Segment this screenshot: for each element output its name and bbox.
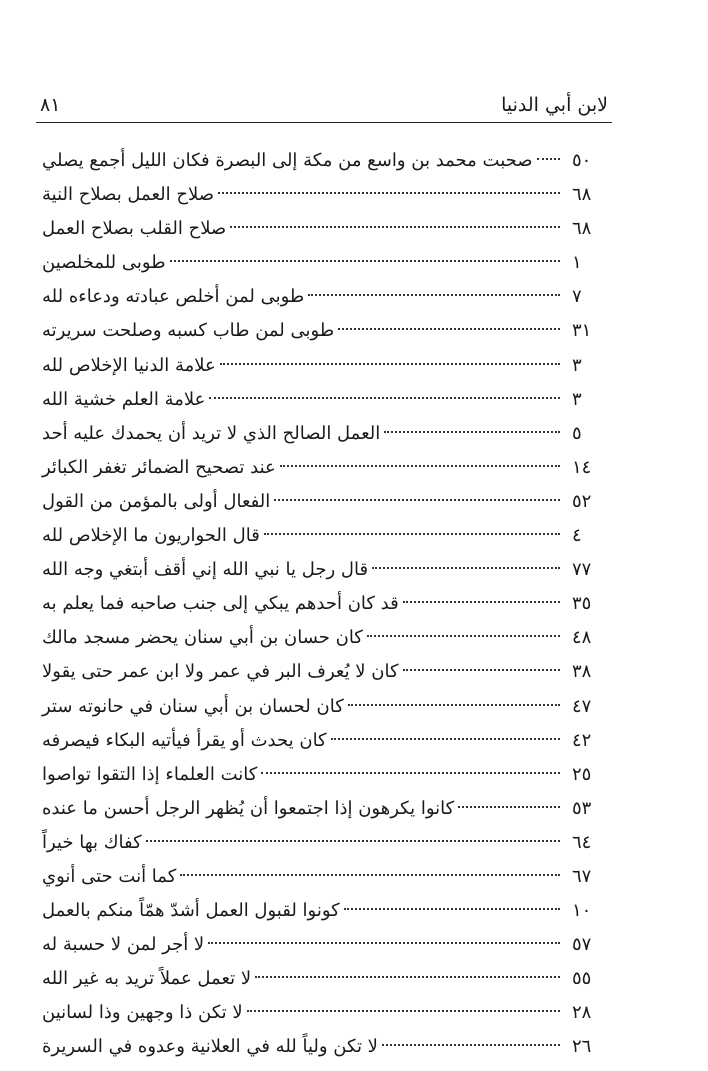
index-entry-title: قد كان أحدهم يبكي إلى جنب صاحبه فما يعلم به — [42, 593, 399, 615]
index-entry-page: ٣١ — [572, 320, 592, 342]
index-entry — [36, 866, 612, 900]
index-entry — [36, 491, 612, 525]
index-entry — [36, 184, 612, 218]
index-entry — [36, 696, 612, 730]
index-entry-page: ٤ — [572, 525, 582, 547]
index-entry-title: صلاح العمل بصلاح النية — [42, 184, 214, 206]
index-entry-page: ٢٦ — [572, 1036, 592, 1058]
index-entry-page: ٧ — [572, 286, 582, 308]
index-entry — [36, 661, 612, 695]
page-number: ٨١ — [40, 94, 61, 116]
index-entry — [36, 627, 612, 661]
index-entry-page: ٥٢ — [572, 490, 592, 512]
index-entry — [36, 457, 612, 491]
index-entry — [36, 900, 612, 934]
index-entry-title: لا تعمل عملاً تريد به غير الله — [42, 968, 252, 990]
index-entry-page: ٦٧ — [572, 865, 592, 887]
index-entry-title: لا أجر لمن لا حسبة له — [42, 934, 205, 956]
index-entry-title: كان يحدث أو يقرأ فيأتيه البكاء فيصرفه — [42, 729, 327, 751]
index-entry-page: ٥ — [572, 422, 582, 444]
leader-dots — [146, 839, 560, 842]
index-entry — [36, 218, 612, 252]
index-entry-title: كان حسان بن أبي سنان يحضر مسجد مالك — [42, 627, 363, 649]
running-header-title: لابن أبي الدنيا — [501, 94, 608, 116]
index-entry — [36, 150, 612, 184]
index-entry-title: لا تكن ذا وجهين وذا لسانين — [42, 1002, 243, 1024]
index-entry-title: كونوا لقبول العمل أشدّ همّاً منكم بالعمل — [42, 900, 340, 922]
index-entry-page: ٤٢ — [572, 729, 592, 751]
index-entry-page: ٦٨ — [572, 184, 592, 206]
index-entry-page: ٣ — [572, 354, 582, 376]
index-entry — [36, 832, 612, 866]
index-entry — [36, 1036, 612, 1070]
index-entry-title: صحبت محمد بن واسع من مكة إلى البصرة فكان الليل أجمع يصلي — [42, 150, 533, 171]
leader-dots — [261, 771, 560, 774]
leader-dots — [384, 430, 560, 433]
index-entry-page: ٥٥ — [572, 968, 592, 990]
leader-dots — [274, 498, 560, 501]
index-entry-title: علامة الدنيا الإخلاص لله — [42, 354, 216, 376]
index-entry-title: كفاك بها خيراً — [42, 831, 142, 853]
leader-dots — [403, 600, 560, 603]
index-entry — [36, 968, 612, 1002]
index-entry-title: كما أنت حتى أنوي — [42, 865, 177, 887]
index-entry-page: ٥٧ — [572, 934, 592, 956]
leader-dots — [170, 259, 560, 262]
index-entry-title: طوبى لمن أخلص عبادته ودعاءه لله — [42, 286, 305, 308]
index-entry-page: ١٠ — [572, 900, 592, 922]
index-entry-title: طوبى لمن طاب كسبه وصلحت سريرته — [42, 320, 335, 342]
index-entry-page: ٥٣ — [572, 797, 592, 819]
index-entry-page: ١ — [572, 252, 582, 274]
leader-dots — [331, 737, 560, 740]
index-entry-title: طوبى للمخلصين — [42, 252, 166, 274]
leader-dots — [218, 191, 560, 194]
leader-dots — [209, 396, 560, 399]
leader-dots — [280, 464, 560, 467]
index-entry-title: كانوا يكرهون إذا اجتمعوا أن يُظهر الرجل أحسن ما عنده — [42, 797, 455, 819]
index-entry — [36, 1002, 612, 1036]
index-entry-page: ٤٧ — [572, 695, 592, 717]
index-entry-page: ٥٠ — [572, 150, 592, 171]
leader-dots — [458, 805, 560, 808]
index-entry-page: ٤٨ — [572, 627, 592, 649]
index-entry — [36, 286, 612, 320]
index-entry — [36, 252, 612, 286]
leader-dots — [208, 941, 560, 944]
index-entry — [36, 389, 612, 423]
index-entry — [36, 593, 612, 627]
index-entry-page: ٣٨ — [572, 661, 592, 683]
leader-dots — [537, 157, 560, 160]
leader-dots — [308, 293, 560, 296]
leader-dots — [348, 703, 560, 706]
index-entry-title: كانت العلماء إذا التقوا تواصوا — [42, 763, 258, 785]
index-entry — [36, 559, 612, 593]
index-entry-page: ٣ — [572, 388, 582, 410]
index-entry-title: قال رجل يا نبي الله إني أقف أبتغي وجه الله — [42, 559, 369, 581]
index-entry — [36, 934, 612, 968]
index-entry-page: ٦٤ — [572, 831, 592, 853]
index-entry — [36, 798, 612, 832]
index-entry-page: ١٤ — [572, 456, 592, 478]
index-list — [36, 150, 612, 1071]
index-entry-page: ٦٨ — [572, 218, 592, 240]
index-entry — [36, 764, 612, 798]
running-header — [36, 92, 612, 123]
leader-dots — [180, 873, 560, 876]
index-entry — [36, 320, 612, 354]
index-entry-title: الفعال أولى بالمؤمن من القول — [42, 490, 271, 512]
index-entry-title: لا تكن ولياً لله في العلانية وعدوه في السريرة — [42, 1036, 378, 1058]
index-entry-title: قال الحواريون ما الإخلاص لله — [42, 525, 260, 547]
leader-dots — [230, 225, 560, 228]
index-entry-title: العمل الصالح الذي لا تريد أن يحمدك عليه أحد — [42, 422, 381, 444]
index-entry-title: عند تصحيح الضمائر تغفر الكبائر — [42, 456, 276, 478]
index-entry — [36, 730, 612, 764]
leader-dots — [367, 634, 560, 637]
leader-dots — [220, 362, 560, 365]
leader-dots — [247, 1009, 560, 1012]
index-entry-title: صلاح القلب بصلاح العمل — [42, 218, 227, 240]
index-entry — [36, 423, 612, 457]
leader-dots — [372, 566, 560, 569]
index-entry-title: كان لا يُعرف البر في عمر ولا ابن عمر حتى يقولا — [42, 661, 399, 683]
index-entry-page: ٧٧ — [572, 559, 592, 581]
leader-dots — [338, 327, 560, 330]
index-entry-title: كان لحسان بن أبي سنان في حانوته ستر — [42, 695, 344, 717]
index-entry-page: ٢٥ — [572, 763, 592, 785]
leader-dots — [403, 668, 560, 671]
index-entry — [36, 355, 612, 389]
leader-dots — [344, 907, 560, 910]
index-entry-page: ٣٥ — [572, 593, 592, 615]
index-entry-page: ٢٨ — [572, 1002, 592, 1024]
index-entry — [36, 525, 612, 559]
leader-dots — [264, 532, 560, 535]
leader-dots — [255, 975, 560, 978]
leader-dots — [382, 1043, 560, 1046]
index-entry-title: علامة العلم خشية الله — [42, 388, 206, 410]
